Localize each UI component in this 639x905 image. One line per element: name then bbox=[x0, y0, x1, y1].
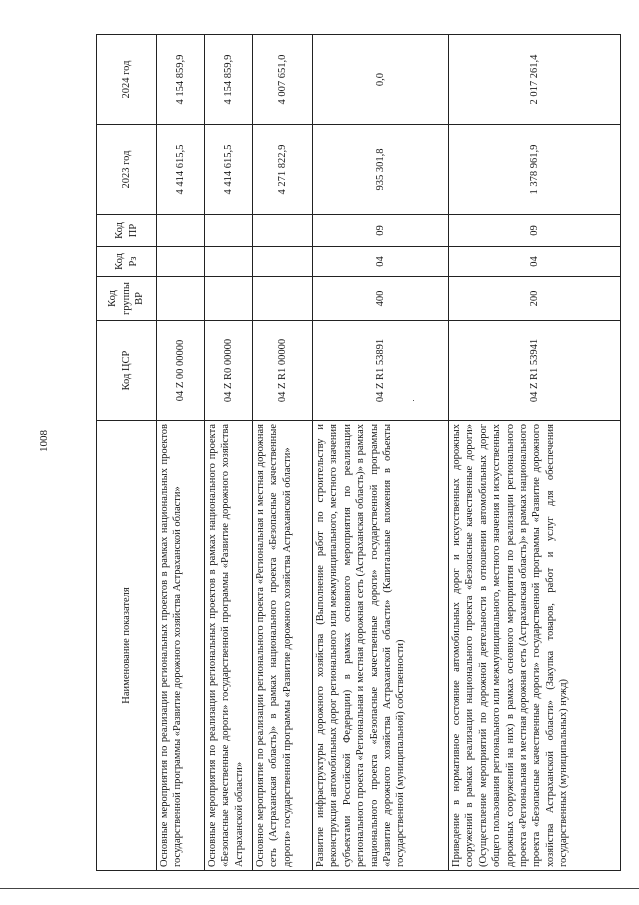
table-row bbox=[157, 35, 205, 871]
row-csr: 04 Z R0 00000 bbox=[205, 321, 253, 421]
row-csr: 04 Z R1 00000 bbox=[253, 321, 313, 421]
row-csr: 04 Z R1 53941 bbox=[449, 321, 621, 421]
row-rz bbox=[253, 247, 313, 277]
row-vr bbox=[205, 277, 253, 321]
table-row bbox=[449, 35, 621, 871]
row-vr bbox=[253, 277, 313, 321]
row-name: Развитие инфраструктуры дорожного хозяйства (Выполнение работ по строительству и реконструкции автомобильных дорог регионального или межмуниципального, местного значения субъектами Российской Федерации) в рамках основного мероприятия по реализации регионального проекта «Региональная и местная дорожная сеть (Астраханская область)» в рамках национального проекта «Безопасные качественные дороги» государственной программы «Развитие дорожного хозяйства Астраханской области» (Капитальные вложения в объекты государственной (муниципальной) собственности) bbox=[313, 421, 449, 871]
header-name: Наименование показателя bbox=[97, 421, 157, 871]
row-2023: 4 271 822,9 bbox=[253, 125, 313, 215]
row-vr: 200 bbox=[449, 277, 621, 321]
row-rz bbox=[205, 247, 253, 277]
scan-speck bbox=[413, 400, 414, 401]
header-csr: Код ЦСР bbox=[97, 321, 157, 421]
row-2024: 0,0 bbox=[313, 35, 449, 125]
table-row bbox=[205, 35, 253, 871]
row-2023: 4 414 615,5 bbox=[205, 125, 253, 215]
header-2024: 2024 год bbox=[97, 35, 157, 125]
row-2024: 4 007 651,0 bbox=[253, 35, 313, 125]
row-2023: 4 414 615,5 bbox=[157, 125, 205, 215]
row-2024: 2 017 261,4 bbox=[449, 35, 621, 125]
row-pr bbox=[205, 215, 253, 247]
header-rz: Код Рз bbox=[97, 247, 157, 277]
row-pr: 09 bbox=[449, 215, 621, 247]
row-2023: 935 301,8 bbox=[313, 125, 449, 215]
header-vr: Код группы ВР bbox=[97, 277, 157, 321]
row-name: Основные мероприятия по реализации региональных проектов в рамках национальных проектов государственной программы «Развитие дорожного хозяйства Астраханской области» bbox=[157, 421, 205, 871]
row-2023: 1 378 961,9 bbox=[449, 125, 621, 215]
budget-table bbox=[96, 34, 621, 871]
table-row bbox=[253, 35, 313, 871]
row-pr: 09 bbox=[313, 215, 449, 247]
header-pr: Код ПР bbox=[97, 215, 157, 247]
row-2024: 4 154 859,9 bbox=[205, 35, 253, 125]
row-2024: 4 154 859,9 bbox=[157, 35, 205, 125]
header-2023: 2023 год bbox=[97, 125, 157, 215]
row-rz: 04 bbox=[449, 247, 621, 277]
row-name: Основные мероприятия по реализации региональных проектов в рамках национального проекта «Безопасные качественные дороги» государственной программы «Развитие дорожного хозяйства Астраханской области» bbox=[205, 421, 253, 871]
bottom-rule bbox=[0, 888, 639, 889]
row-csr: 04 Z R1 53891 bbox=[313, 321, 449, 421]
page-number: 1008 bbox=[38, 430, 50, 452]
row-csr: 04 Z 00 00000 bbox=[157, 321, 205, 421]
row-name: Приведение в нормативное состояние автомобильных дорог и искусственных дорожных сооружений в рамках реализации национального проекта «Безопасные качественные дороги» (Осуществление мероприятий по дорожной деятельности в отношении автомобильных дорог общего пользования регионального или межмуниципального, местного значения и искусственных дорожных сооружений на них) в рамках основного мероприятия по реализации регионального проекта «Региональная и местная дорожная сеть (Астраханская область)» в рамках национального проекта «Безопасные качественные дороги» государственной программы «Развитие дорожного хозяйства Астраханской области» (Закупка товаров, работ и услуг для обеспечения государственных (муниципальных) нужд) bbox=[449, 421, 621, 871]
row-vr: 400 bbox=[313, 277, 449, 321]
row-rz: 04 bbox=[313, 247, 449, 277]
budget-table-container bbox=[96, 35, 621, 871]
row-pr bbox=[253, 215, 313, 247]
row-rz bbox=[157, 247, 205, 277]
header-row bbox=[97, 35, 157, 871]
row-vr bbox=[157, 277, 205, 321]
row-name: Основное мероприятие по реализации регионального проекта «Региональная и местная дорожная сеть (Астраханская область)» в рамках национального проекта «Безопасные качественные дороги» государственной программы «Развитие дорожного хозяйства Астраханской области» bbox=[253, 421, 313, 871]
table-row bbox=[313, 35, 449, 871]
row-pr bbox=[157, 215, 205, 247]
